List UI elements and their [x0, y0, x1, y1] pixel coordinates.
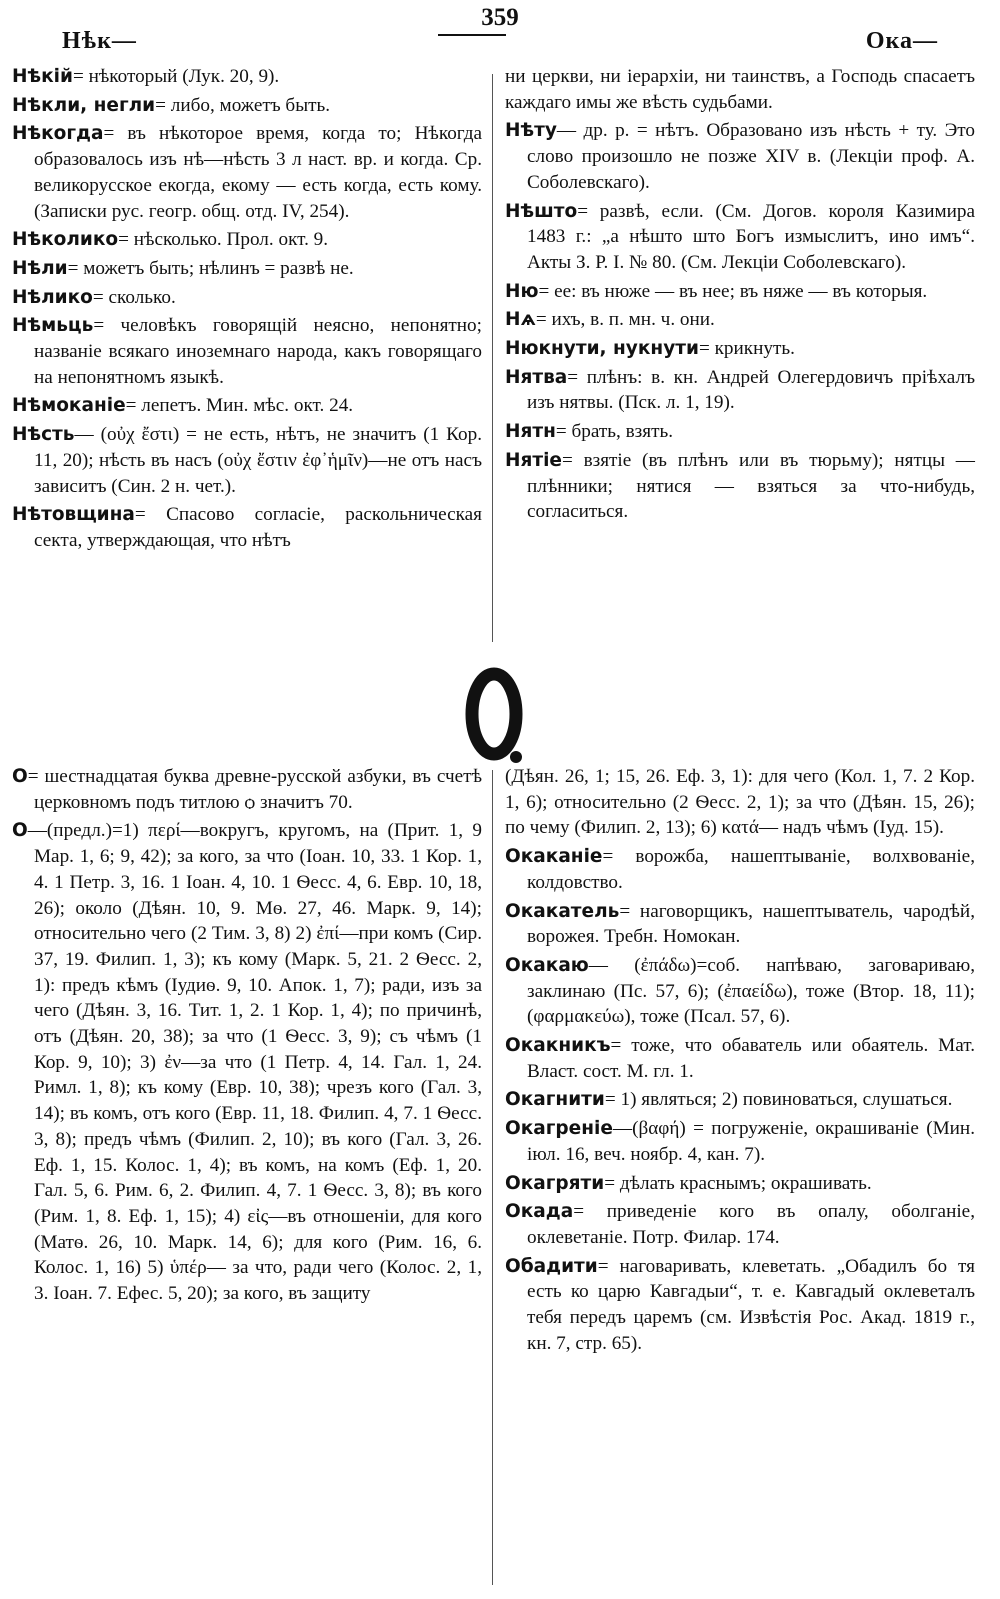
- entry-headword: Нюкнути, нукнути: [505, 338, 699, 360]
- entry-headword: Окагряти: [505, 1172, 605, 1194]
- entry-definition: = ее: въ нюже — въ нее; въ няже — въ которыя.: [538, 280, 928, 302]
- entry-headword: Ню: [505, 280, 539, 302]
- column-divider-bottom: [492, 770, 493, 1585]
- entry-headword: Нѣкли, негли: [12, 94, 156, 116]
- entry-definition: = ихъ, в. п. мн. ч. они.: [535, 309, 715, 331]
- entry-definition: = приведеніе кого въ опалу, оболганіе, оклеветаніе. Потр. Филар. 174.: [527, 1201, 975, 1248]
- entry-headword: Окакатель: [505, 900, 620, 922]
- dictionary-entry: [505, 764, 975, 841]
- dictionary-entry: [12, 313, 482, 390]
- dictionary-entry: [12, 422, 482, 499]
- entry-headword: Нѣколико: [12, 229, 119, 251]
- dictionary-entry: [505, 1116, 975, 1167]
- dictionary-entry: [12, 121, 482, 224]
- dictionary-entry: [12, 227, 482, 253]
- entry-headword: О: [12, 820, 28, 842]
- dictionary-entry: [505, 307, 975, 333]
- entry-definition: —(βαφή) = погруженіе, окрашиваніе (Мин. іюл. 16, веч. ноябр. 4, кан. 7).: [527, 1118, 975, 1165]
- entry-headword: Нѣмьць: [12, 315, 94, 337]
- entry-definition: ни церкви, ни іерархіи, ни таинствъ, а Господь спасаетъ каждаго имы же вѣсть судьбами.: [505, 66, 975, 113]
- dictionary-entry: [12, 93, 482, 119]
- dictionary-entry: [12, 256, 482, 282]
- entry-headword: Нятва: [505, 366, 568, 388]
- entry-headword: Нятн: [505, 421, 556, 443]
- dictionary-entry: [505, 953, 975, 1030]
- entry-headword: О: [12, 766, 28, 787]
- entry-definition: = наговорщикъ, нашептыватель, чародѣй, ворожея. Требн. Номокан.: [527, 900, 975, 948]
- dictionary-entry: [505, 365, 975, 416]
- entry-definition: = 1) являться; 2) повиноваться, слушаться.: [604, 1089, 953, 1111]
- section-initial-glyph: [456, 664, 540, 768]
- entry-headword: Нѣшто: [505, 200, 578, 222]
- page-number-rule: [438, 34, 506, 36]
- dictionary-entry: [505, 199, 975, 276]
- entry-headword: Окакаю: [505, 954, 589, 976]
- dictionary-entry: [505, 1199, 975, 1250]
- dictionary-entry: [505, 844, 975, 895]
- dictionary-entry: [505, 279, 975, 305]
- entry-headword: Нѣсть: [12, 424, 75, 446]
- dictionary-entry: [505, 1171, 975, 1197]
- entry-headword: Нѣтовщина: [12, 504, 135, 526]
- entry-headword: Нятіе: [505, 449, 562, 471]
- entry-headword: Нѣту: [505, 120, 557, 142]
- entry-headword: Обадити: [505, 1255, 598, 1277]
- entry-definition: = въ нѣкоторое время, когда то; Нѣкогда образовалось изъ нѣ—нѣсть 3 л наст. вр. и когда. Ср. великорусское екогда, екому — есть когда, есть кому. (Записки рус. геогр. общ. отд. IV, 254).: [34, 123, 482, 222]
- entry-headword: Окада: [505, 1201, 574, 1223]
- dictionary-entry: [12, 818, 482, 1306]
- entry-headword: Нѣлико: [12, 286, 93, 308]
- entry-headword: Окаканіе: [505, 846, 603, 868]
- entry-headword: Окагнити: [505, 1089, 605, 1111]
- entry-headword: Нѣкій: [12, 66, 73, 87]
- entry-definition: = сколько.: [92, 286, 176, 308]
- page-number: 359: [481, 4, 519, 31]
- dictionary-entry: [505, 419, 975, 445]
- entry-headword: Окакникъ: [505, 1035, 611, 1057]
- entry-definition: = брать, взять.: [555, 421, 673, 443]
- dictionary-entry: [12, 502, 482, 553]
- entry-headword: Окагреніе: [505, 1118, 613, 1140]
- entry-definition: — др. р. = нѣтъ. Образовано изъ нѣсть + ту. Это слово произошло не позже XIV в. (Лекціи проф. А. Соболевскаго).: [527, 120, 975, 193]
- section-initial-letter: [456, 664, 540, 768]
- dictionary-entry: [12, 764, 482, 815]
- column-divider-top: [492, 74, 493, 642]
- entry-definition: = шестнадцатая буква древне-русской азбуки, въ счетѣ церковномъ подъ титлою ѻ значитъ 70.: [27, 766, 482, 813]
- entry-headword: Нѧ: [505, 309, 536, 331]
- dictionary-entry: [505, 336, 975, 362]
- entry-headword: Нѣли: [12, 257, 68, 279]
- column-top-right: [505, 64, 975, 528]
- running-head-right: Ока—: [865, 28, 938, 54]
- column-bottom-left: [12, 764, 482, 1310]
- dictionary-entry: [505, 64, 975, 115]
- dictionary-entry: [12, 64, 482, 90]
- column-bottom-right: [505, 764, 975, 1359]
- entry-definition: = наговаривать, клеветать. „Обадилъ бо тя есть ко царю Кавгадыи“, т. е. Кавгадый оклеветалъ тебя передъ царемъ (см. Извѣстія Рос. Акад. 1819 г., кн. 7, стр. 65).: [527, 1255, 975, 1354]
- entry-definition: = дѣлать краснымъ; окрашивать.: [604, 1172, 872, 1194]
- entry-definition: = нѣкоторый (Лук. 20, 9).: [72, 66, 280, 87]
- entry-definition: —(предл.)=1) περί—вокругъ, кругомъ, на (Прит. 1, 9 Мар. 1, 6; 9, 42); за кого, за что (Іоан. 10, 33. 1 Кор. 1, 4. 1 Петр. 3, 16. 1 Іоан. 4, 10. 1 Ѳесс. 4, 6. Евр. 10, 18, 26); около (Дѣян. 10, 9. Мѳ. 27, 46. Марк. 9, 14); относительно чего (2 Тим. 3, 8) 2) ἐπί—при комъ (Сир. 37, 19. Филип. 1, 3); къ кому (Марк. 5, 21. 2 Ѳесс. 2, 1): предъ кѣмъ (Іудиѳ. 9, 10. Апок. 1, 7); ради, изъ за чего (Дѣян. 3, 16. Тит. 1, 2. 1 Кор. 1, 4); по причинѣ, отъ (Дѣян. 20, 38); за что (1 Ѳесс. 3, 9); съ чѣмъ (1 Кор. 9, 10); 3) ἐν—за что (1 Петр. 4, 14. Гал. 1, 24. Римл. 1, 8); къ кому (Евр. 10, 38); чрезъ кого (Гал. 3, 14); въ комъ, отъ кого (Евр. 11, 18. Филип. 4, 7. 1 Ѳесс. 3, 8); предъ чѣмъ (Филип. 2, 10); въ кого (Гал. 3, 26. Еф. 1, 15. Колос. 1, 4); въ комъ, на комъ (Еф. 1, 20. Гал. 5, 6. Рим. 6, 2. Филип. 4, 7. 1 Ѳесс. 3, 8); въ кого (Рим. 1, 8. Еф. 1, 15); 4) εἰς—въ отношеніи, для кого (Матѳ. 26, 10. Марк. 14, 6); для кого (Рим. 16, 6. Колос. 1, 16) 5) ὑπέρ— за что, ради чего (Колос. 2, 1, 3. Іоан. 7. Ефес. 5, 20); за кого, въ защиту: [27, 820, 482, 1305]
- dictionary-entry: [505, 448, 975, 525]
- running-head-left: Нѣк—: [62, 28, 137, 54]
- entry-definition: = Спасово согласіе, раскольническая секта, утверждающая, что нѣтъ: [34, 504, 482, 551]
- entry-definition: = тоже, что обаватель или обаятель. Мат. Власт. сост. М. гл. 1.: [527, 1035, 975, 1082]
- entry-definition: = можетъ быть; нѣлинъ = развѣ не.: [67, 257, 354, 279]
- dictionary-entry: [12, 393, 482, 419]
- column-top-left: [12, 64, 482, 557]
- dictionary-entry: [505, 899, 975, 950]
- entry-definition: — (οὐχ ἔστι) = не есть, нѣтъ, не значитъ (1 Кор. 11, 20); нѣсть въ насъ (οὐχ ἔστιν ἐφ᾽ἡμῖν)—не отъ насъ зависитъ (Син. 2 н. чет.).: [34, 424, 482, 497]
- entry-definition: = плѣнъ: в. кн. Андрей Олегердовичъ пріѣхалъ изъ нятвы. (Пск. л. 1, 19).: [527, 366, 975, 414]
- entry-definition: = развѣ, если. (См. Догов. короля Казимира 1483 г.: „а нѣшто што Богъ измыслитъ, ино имъ“. Акты З. Р. I. № 80. (См. Лекціи Соболевскаго).: [527, 200, 975, 273]
- dictionary-entry: [12, 285, 482, 311]
- dictionary-entry: [505, 1254, 975, 1357]
- entry-headword: Нѣкогда: [12, 123, 104, 145]
- entry-definition: = взятіе (въ плѣнъ или въ тюрьму); нятцы — плѣнники; нятися — взяться за что-нибудь, согласиться.: [527, 449, 975, 523]
- dictionary-entry: [505, 1087, 975, 1113]
- entry-definition: = нѣсколько. Прол. окт. 9.: [118, 229, 329, 251]
- entry-definition: = крикнуть.: [698, 338, 795, 360]
- entry-definition: = ворожба, нашептываніе, волхвованіе, колдовство.: [527, 846, 975, 893]
- page-header: [0, 0, 1000, 70]
- dictionary-entry: [505, 1033, 975, 1084]
- entry-definition: = лепетъ. Мин. мѣс. окт. 24.: [125, 395, 354, 417]
- entry-definition: = человѣкъ говорящій неясно, непонятно; названіе всякаго иноземнаго народа, какъ говорящаго на непонятномъ языкѣ.: [34, 315, 482, 388]
- entry-headword: Нѣмоканіе: [12, 395, 126, 417]
- entry-definition: (Дѣян. 26, 1; 15, 26. Еф. 3, 1): для чего (Кол. 1, 7. 2 Кор. 1, 6); относительно (2 Ѳесс. 2, 1); за что (Дѣян. 15, 26); по чему (Филип. 2, 13); 6) κατά— надъ чѣмъ (Іуд. 15).: [505, 766, 975, 839]
- entry-definition: — (ἐπάδω)=соб. напѣваю, заговариваю, заклинаю (Пс. 57, 6); (ἐπαείδω), тоже (Втор. 18, 11); (φαρμακεύω), тоже (Псал. 57, 6).: [527, 954, 975, 1028]
- dictionary-entry: [505, 118, 975, 195]
- entry-definition: = либо, можетъ быть.: [155, 94, 331, 116]
